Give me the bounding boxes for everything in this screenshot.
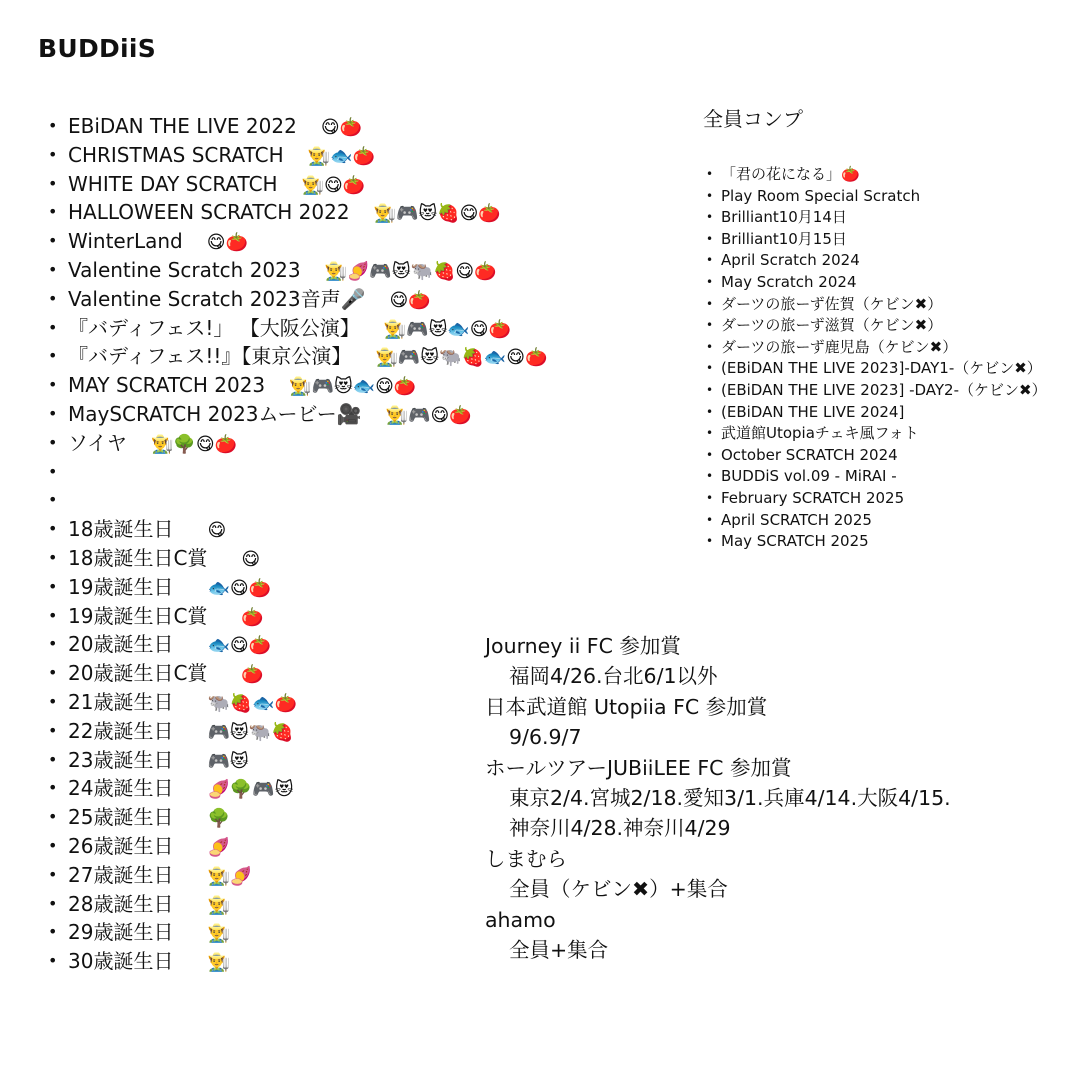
emoji-icons: 👨‍🌾 xyxy=(207,923,230,945)
emoji-icons: 🎮😻🐃🍓 xyxy=(207,721,294,743)
list-item: • May SCRATCH 2025 xyxy=(706,531,1047,553)
emoji-icons: 🌳 xyxy=(207,808,230,830)
fc-detail: 全員（ケビン✖）+集合 xyxy=(509,877,728,902)
list-item xyxy=(48,659,547,688)
list-item xyxy=(48,342,547,371)
fc-detail: 9/6.9/7 xyxy=(509,725,582,750)
emoji-icons: 👨‍🌾🌳😋🍅 xyxy=(151,433,238,455)
item-label: WinterLand xyxy=(68,229,183,254)
item-label: 23歳誕生日 xyxy=(68,747,174,772)
fc-detail: 福岡4/26.台北6/1以外 xyxy=(509,664,718,689)
emoji-icons: 👨‍🌾🎮😻🍓😋🍅 xyxy=(373,203,501,225)
item-label: WHITE DAY SCRATCH xyxy=(68,171,278,196)
item-label: 28歳誕生日 xyxy=(68,891,174,916)
emoji-icons: 🎮😻 xyxy=(207,750,249,772)
list-item: • 「君の花になる」🍅 xyxy=(706,164,1047,186)
list-item xyxy=(48,573,547,602)
list-item xyxy=(48,400,547,429)
emoji-icons: 👨‍🌾😋🍅 xyxy=(301,174,366,196)
list-item xyxy=(48,429,547,458)
list-item xyxy=(48,717,547,746)
list-item: • Brilliant10月14日 xyxy=(706,207,1047,229)
item-label: ソイヤ xyxy=(68,430,127,455)
emoji-icons: 👨‍🌾🎮😻🐟😋🍅 xyxy=(383,318,511,340)
emoji-icons: 😋 xyxy=(207,520,227,542)
item-label: 22歳誕生日 xyxy=(68,718,174,743)
emoji-icons: 🐟😋🍅 xyxy=(207,635,272,657)
list-item: • (EBiDAN THE LIVE 2024] xyxy=(706,402,1047,424)
item-label: 19歳誕生日C賞 xyxy=(68,603,208,628)
list-item: • 武道館Utopiaチェキ風フォト xyxy=(706,423,1047,445)
list-item: • October SCRATCH 2024 xyxy=(706,445,1047,467)
emoji-icons: 😋🍅 xyxy=(320,117,363,138)
list-item: • ダーツの旅ーず佐賀（ケビン✖） xyxy=(706,294,1047,316)
list-item: • (EBiDAN THE LIVE 2023]-DAY1-（ケビン✖） xyxy=(706,358,1047,380)
list-item: • February SCRATCH 2025 xyxy=(706,488,1047,510)
list-item xyxy=(48,198,547,227)
item-label: 19歳誕生日 xyxy=(68,574,174,599)
list-item xyxy=(48,256,547,285)
list-item xyxy=(48,285,547,314)
list-item xyxy=(48,947,547,976)
item-label: HALLOWEEN SCRATCH 2022 xyxy=(68,200,350,225)
emoji-icons: 🍠 xyxy=(207,836,230,858)
emoji-icons: 😋🍅 xyxy=(389,289,431,311)
list-item xyxy=(48,918,547,947)
item-label: MaySCRATCH 2023ムービー🎥 xyxy=(68,401,362,426)
list-item xyxy=(48,630,547,659)
emoji-icons: 👨‍🌾🍠🎮😻🐃🍓😋🍅 xyxy=(324,260,497,282)
emoji-icons: 🍅 xyxy=(241,664,264,686)
list-item xyxy=(48,890,547,919)
list-item xyxy=(48,515,547,544)
list-item: • Play Room Special Scratch xyxy=(706,186,1047,208)
list-item xyxy=(48,141,547,170)
item-label: 18歳誕生日C賞 xyxy=(68,545,208,570)
emoji-icons: 👨‍🌾🍠 xyxy=(207,865,253,887)
list-item xyxy=(48,774,547,803)
list-item xyxy=(48,602,547,631)
list-item xyxy=(48,170,547,199)
item-label: 『バディフェス!」 【大阪公演】 xyxy=(68,315,360,340)
list-item xyxy=(48,112,547,141)
item-label: 30歳誕生日 xyxy=(68,949,174,974)
list-item xyxy=(48,746,547,775)
emoji-icons: 👨‍🌾 xyxy=(207,894,230,916)
list-item xyxy=(48,832,547,861)
emoji-icons: 🐟😋🍅 xyxy=(207,577,272,599)
list-item: • April SCRATCH 2025 xyxy=(706,510,1047,532)
item-label: Valentine Scratch 2023 xyxy=(68,257,301,282)
emoji-icons: 👨‍🌾🎮😻🐟😋🍅 xyxy=(289,376,417,398)
left-list xyxy=(48,112,547,976)
item-label: 21歳誕生日 xyxy=(68,689,174,714)
list-item xyxy=(48,314,547,343)
item-label: 27歳誕生日 xyxy=(68,862,174,887)
fc-heading: 日本武道館 Utopiia FC 参加賞 xyxy=(485,694,768,719)
fc-detail: 神奈川4/28.神奈川4/29 xyxy=(509,816,731,841)
list-item xyxy=(48,803,547,832)
item-label: MAY SCRATCH 2023 xyxy=(68,373,266,398)
item-label: 20歳誕生日C賞 xyxy=(68,661,208,686)
complete-set-list xyxy=(706,164,1047,553)
item-label: 24歳誕生日 xyxy=(68,776,174,801)
fc-detail: 東京2/4.宮城2/18.愛知3/1.兵庫4/14.大阪4/15. xyxy=(509,785,951,810)
emoji-icons: 👨‍🌾🎮😋🍅 xyxy=(385,404,472,426)
emoji-icons: 😋 xyxy=(241,548,261,570)
item-label: 29歳誕生日 xyxy=(68,920,174,945)
list-item: • ダーツの旅ーず鹿児島（ケビン✖） xyxy=(706,337,1047,359)
list-item-empty xyxy=(48,486,547,515)
fc-prize-section xyxy=(485,631,951,965)
list-item xyxy=(48,688,547,717)
item-label: 20歳誕生日 xyxy=(68,632,174,657)
complete-set-heading: 全員コンプ xyxy=(703,107,803,131)
list-item: • ダーツの旅ーず滋賀（ケビン✖） xyxy=(706,315,1047,337)
list-item: • (EBiDAN THE LIVE 2023] -DAY2-（ケビン✖） xyxy=(706,380,1047,402)
emoji-icons: 😋🍅 xyxy=(206,232,248,254)
list-item: • May Scratch 2024 xyxy=(706,272,1047,294)
emoji-icons: 🍅 xyxy=(241,606,264,628)
item-label: 『バディフェス!!』【東京公演】 xyxy=(68,344,352,369)
list-item: • BUDDiS vol.09 - MiRAI - xyxy=(706,466,1047,488)
emoji-icons: 👨‍🌾 xyxy=(207,952,230,974)
item-label: 25歳誕生日 xyxy=(68,805,174,830)
item-label: 18歳誕生日 xyxy=(68,517,174,542)
list-item: • Brilliant10月15日 xyxy=(706,229,1047,251)
emoji-icons: 👨‍🌾🐟🍅 xyxy=(307,145,375,167)
emoji-icons: 🍠🌳🎮😻 xyxy=(207,779,294,801)
list-item xyxy=(48,227,547,256)
item-label: EBiDAN THE LIVE 2022 xyxy=(68,114,297,138)
list-item xyxy=(48,371,547,400)
fc-heading: しまむら xyxy=(485,846,567,871)
list-item: • April Scratch 2024 xyxy=(706,250,1047,272)
fc-detail: 全員+集合 xyxy=(509,937,609,962)
page-title: BUDDiiS xyxy=(38,34,157,63)
list-item xyxy=(48,544,547,573)
list-item-empty xyxy=(48,458,547,487)
emoji-icons: 🐃🍓🐟🍅 xyxy=(207,692,298,714)
emoji-icons: 👨‍🌾🎮😻🐃🍓🐟😋🍅 xyxy=(375,347,548,369)
fc-heading: ホールツアーJUBiiLEE FC 参加賞 xyxy=(485,755,792,780)
item-label: 26歳誕生日 xyxy=(68,833,174,858)
item-label: CHRISTMAS SCRATCH xyxy=(68,142,284,167)
list-item xyxy=(48,861,547,890)
fc-heading: Journey ii FC 参加賞 xyxy=(485,634,681,658)
item-label: Valentine Scratch 2023音声🎤 xyxy=(68,286,366,311)
fc-heading: ahamo xyxy=(485,907,556,932)
